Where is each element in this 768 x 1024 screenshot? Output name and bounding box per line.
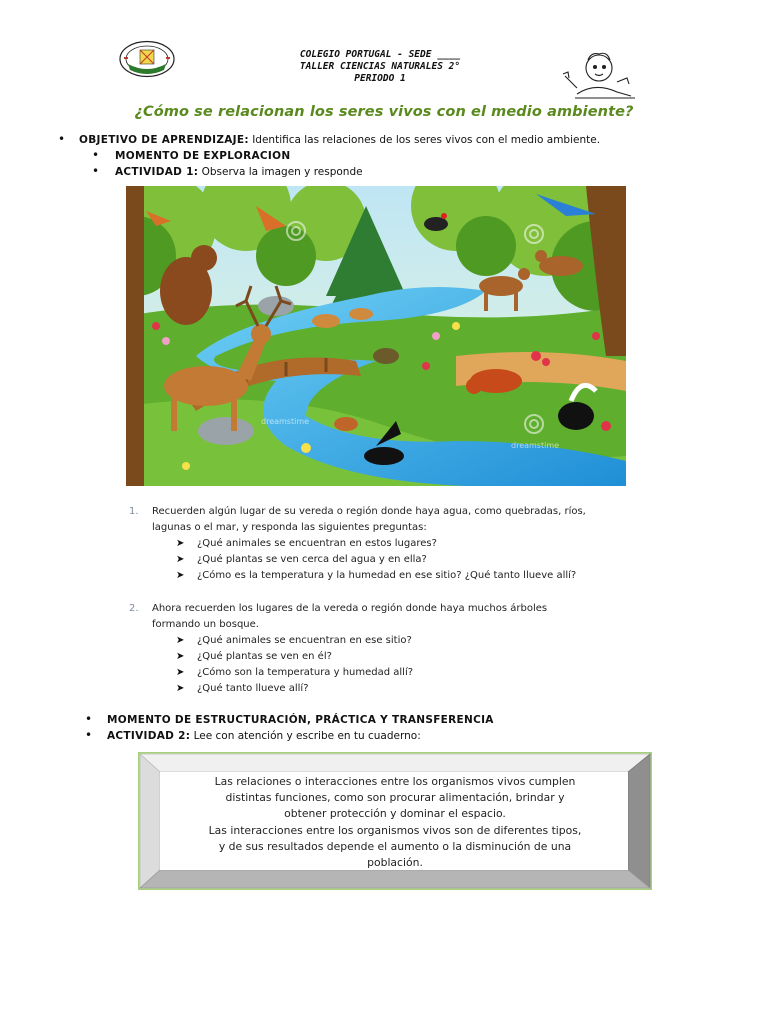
cartoon-student-drawing-icon	[555, 48, 641, 102]
forest-ecosystem-illustration	[126, 186, 626, 486]
info-box-text	[168, 774, 622, 871]
info-box-line: distintas funciones, como son procurar alimentación, brindar y	[225, 791, 565, 805]
structuring-moment-heading: MOMENTO DE ESTRUCTURACIÓN, PRÁCTICA Y TRANSFERENCIA	[107, 714, 494, 726]
objective-text: Identifica las relaciones de los seres vivos con el medio ambiente.	[248, 134, 601, 146]
question-1-item: ¿Qué animales se encuentran en estos lugares?	[197, 538, 437, 549]
question-1-item: ¿Qué plantas se ven cerca del agua y en ella?	[197, 554, 427, 565]
period-label: PERIODO 1	[354, 73, 406, 84]
activity-2-text: Lee con atención y escribe en tu cuaderno:	[190, 730, 421, 742]
school-name: COLEGIO PORTUGAL - SEDE ____	[299, 49, 461, 60]
watermark-text: dreamstime	[261, 417, 310, 426]
question-2-item: ¿Cómo son la temperatura y humedad allí?	[197, 667, 414, 678]
info-box-line: y de sus resultados depende el aumento o la disminución de una	[218, 839, 572, 853]
watermark-text: dreamstime	[511, 441, 560, 450]
question-2-item: ¿Qué animales se encuentran en ese sitio?	[197, 635, 412, 646]
course-name: TALLER CIENCIAS NATURALES 2°	[299, 61, 461, 72]
bullet-icon: •	[85, 728, 93, 742]
bullet-icon: •	[92, 164, 100, 178]
arrow-bullet-icon: ➤	[176, 538, 185, 549]
question-1-line-1: Recuerden algún lugar de su vereda o región donde haya agua, como quebradas, ríos,	[152, 506, 586, 517]
question-2-number: 2.	[129, 603, 139, 614]
question-1-line-2: lagunas o el mar, y responda las siguientes preguntas:	[152, 522, 427, 533]
arrow-bullet-icon: ➤	[176, 635, 185, 646]
bullet-icon: •	[58, 132, 66, 146]
arrow-bullet-icon: ➤	[176, 667, 185, 678]
info-box-line: Las interacciones entre los organismos vivos son de diferentes tipos,	[208, 823, 582, 837]
school-crest-icon	[118, 40, 176, 78]
info-box-line: Las relaciones o interacciones entre los organismos vivos cumplen	[214, 775, 576, 788]
arrow-bullet-icon: ➤	[176, 554, 185, 565]
activity-1-text: Observa la imagen y responde	[198, 166, 363, 178]
arrow-bullet-icon: ➤	[176, 570, 185, 581]
question-1-item: ¿Cómo es la temperatura y la humedad en ese sitio? ¿Qué tanto llueve allí?	[197, 570, 577, 581]
learning-objective	[79, 133, 600, 147]
question-2-line-2: formando un bosque.	[152, 619, 259, 630]
arrow-bullet-icon: ➤	[176, 651, 185, 662]
question-1-number: 1.	[129, 506, 139, 517]
activity-2	[107, 729, 421, 743]
objective-label: OBJETIVO DE APRENDIZAJE:	[79, 134, 249, 146]
arrow-bullet-icon: ➤	[176, 683, 185, 694]
page-title: ¿Cómo se relacionan los seres vivos con el medio ambiente?	[134, 104, 634, 120]
exploration-moment-heading: MOMENTO DE EXPLORACION	[115, 150, 291, 162]
bullet-icon: •	[92, 148, 100, 162]
info-box-line: población.	[367, 856, 423, 870]
question-2-item: ¿Qué tanto llueve allí?	[197, 683, 309, 694]
activity-1	[115, 165, 363, 179]
question-2-line-1: Ahora recuerden los lugares de la vereda o región donde haya muchos árboles	[152, 603, 548, 614]
info-box-line: obtener protección y dominar el espacio.	[284, 807, 506, 821]
activity-1-label: ACTIVIDAD 1:	[115, 166, 199, 178]
bullet-icon: •	[85, 712, 93, 726]
activity-2-label: ACTIVIDAD 2:	[107, 730, 191, 742]
question-2-item: ¿Qué plantas se ven en él?	[197, 651, 332, 662]
